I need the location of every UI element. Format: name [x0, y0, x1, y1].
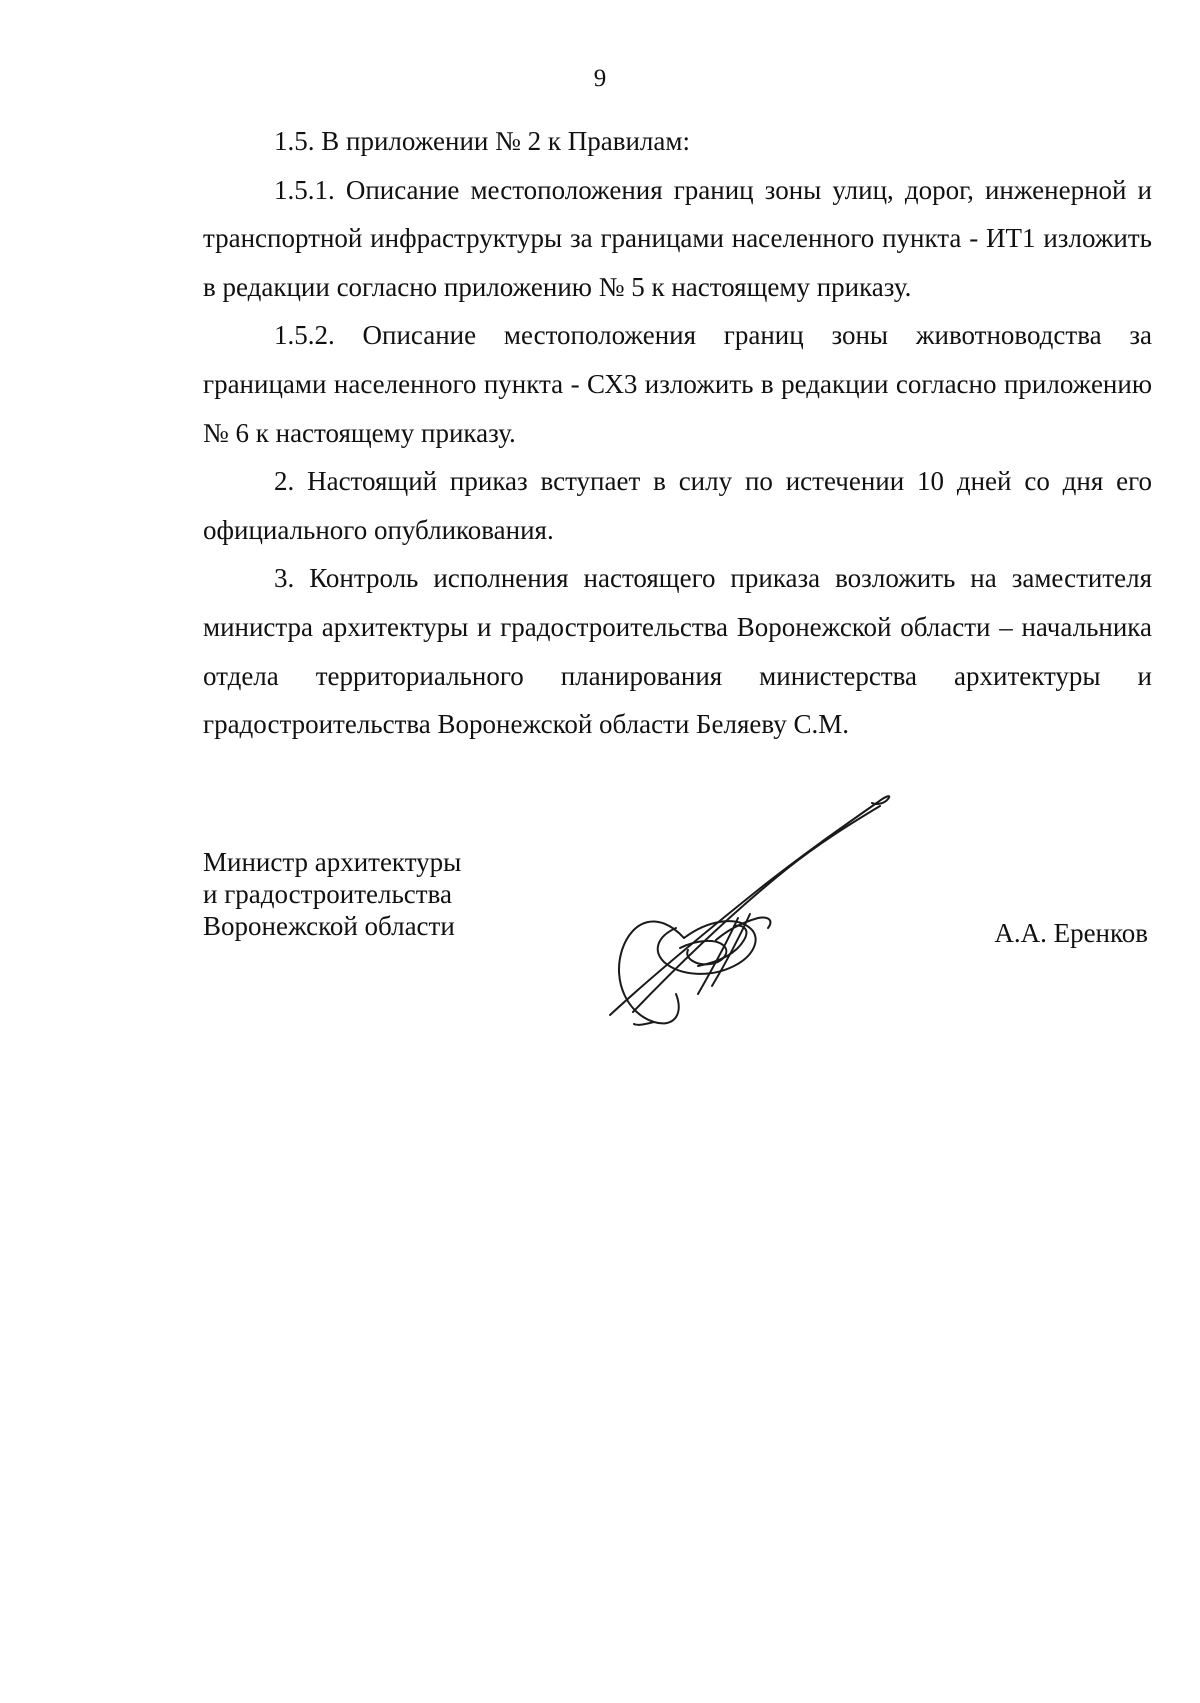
paragraph-2: 2. Настоящий приказ вступает в силу по истечении 10 дней со дня его официального опубликования. — [203, 466, 1152, 545]
signatory-name: А.А. Еренков — [994, 918, 1148, 948]
signatory-title-line: Воронежской области — [203, 911, 455, 941]
document-body — [203, 117, 1152, 749]
paragraph-3: 3. Контроль исполнения настоящего приказа возложить на заместителя министра архитектуры и градостроительства Воронежской области – начальника отдела территориального планирования министерства архитектуры и градостроительства Воронежской области Беляеву С.М. — [203, 563, 1152, 740]
signatory-title-line: и градостроительства — [203, 879, 452, 909]
paragraph-1-5-2: 1.5.2. Описание местоположения границ зоны животноводства за границами населенного пункта - СХ3 изложить в редакции согласно приложению № 6 к настоящему приказу. — [203, 320, 1152, 448]
signatory-title-line: Министр архитектуры — [203, 847, 462, 877]
handwritten-signature — [588, 790, 934, 1026]
paragraph-1-5-1: 1.5.1. Описание местоположения границ зоны улиц, дорог, инженерной и транспортной инфраструктуры за границами населенного пункта - ИТ1 изложить в редакции согласно приложению № 5 к настоящему приказу. — [203, 174, 1152, 302]
page-number: 9 — [593, 65, 607, 92]
paragraph-1-5: 1.5. В приложении № 2 к Правилам: — [274, 126, 690, 156]
signatory-title — [203, 846, 461, 942]
